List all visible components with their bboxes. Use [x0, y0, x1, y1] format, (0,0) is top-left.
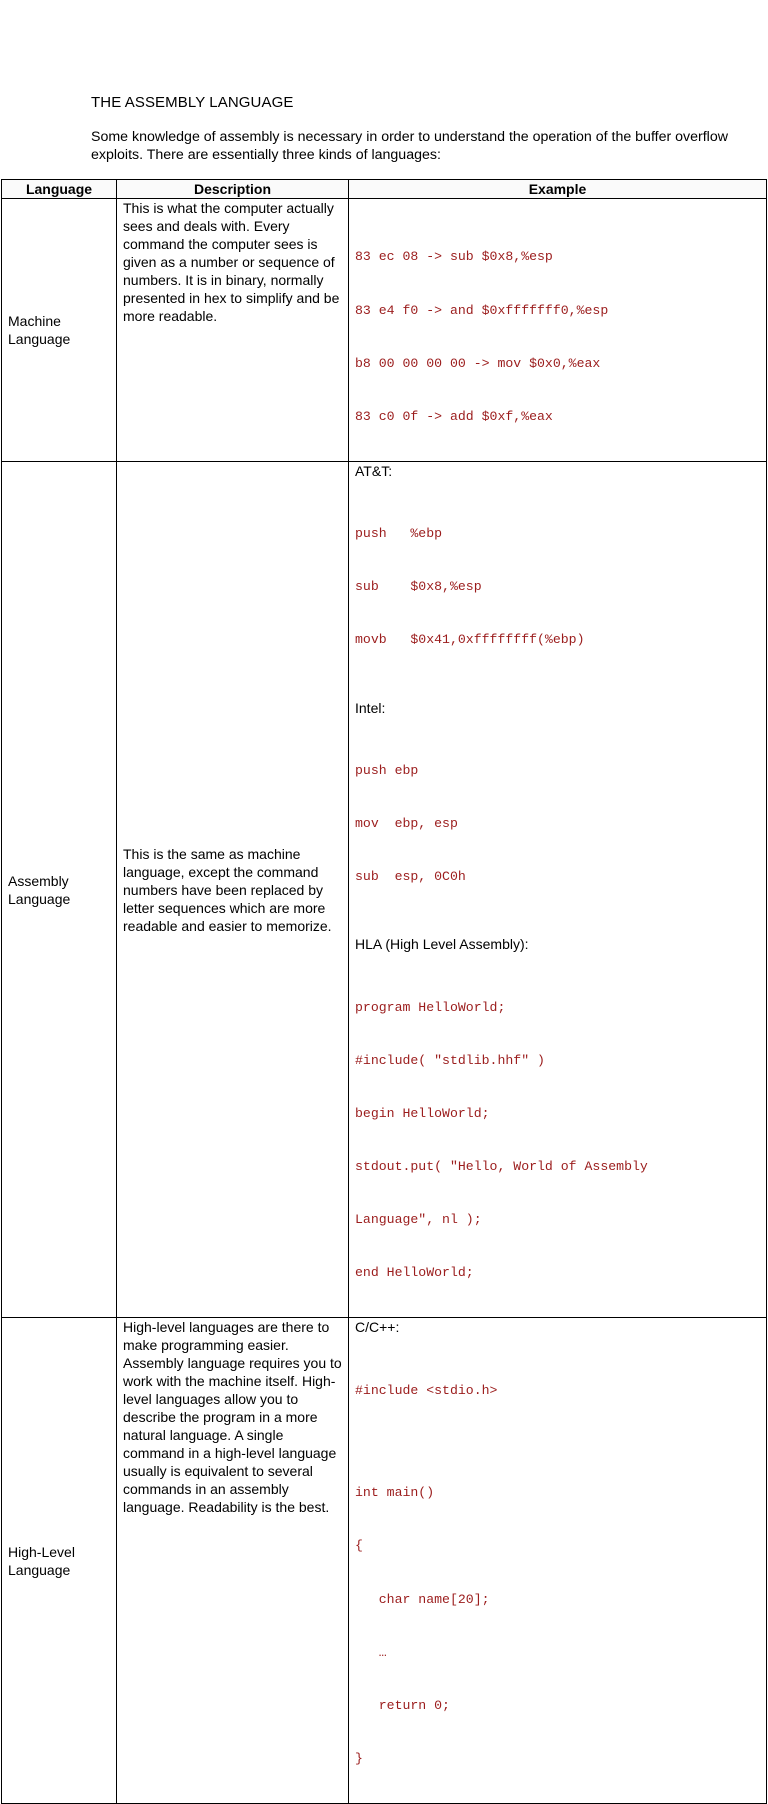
code-line: #include( "stdlib.hhf" ) — [355, 1052, 545, 1068]
code-line: sub esp, 0C0h — [355, 869, 466, 885]
code-line: sub $0x8,%esp — [355, 579, 482, 595]
code-block — [355, 213, 762, 461]
code-line: return 0; — [355, 1697, 450, 1713]
table-row — [2, 199, 767, 462]
example-cell — [349, 1318, 767, 1804]
code-line: push ebp — [355, 762, 419, 778]
description-cell: This is the same as machine language, except the command numbers have been replaced by letter sequences which are more readable and easier to memorize. — [117, 461, 349, 1318]
languages-table — [1, 179, 767, 1804]
hla-label: HLA (High Level Assembly): — [355, 936, 529, 953]
code-line: program HelloWorld; — [355, 999, 506, 1015]
code-line: … — [355, 1644, 387, 1660]
example-cell — [349, 461, 767, 1318]
att-label: AT&T: — [355, 462, 393, 479]
code-line: 83 e4 f0 -> and $0xfffffff0,%esp — [355, 302, 609, 318]
code-line: end HelloWorld; — [355, 1265, 474, 1281]
description-cell: This is what the computer actually sees and deals with. Every command the computer sees is given as a number or sequence of numbers. It is in binary, normally presented in hex to simplify and be more readable. — [117, 199, 349, 462]
table-row — [2, 461, 767, 1318]
page-title: THE ASSEMBLY LANGUAGE — [91, 94, 294, 111]
code-line: char name[20]; — [355, 1591, 490, 1607]
code-block-hla — [355, 963, 762, 1317]
language-cell: High-Level Language — [2, 1318, 117, 1804]
intro-paragraph: Some knowledge of assembly is necessary in order to understand the operation of the buffer overflow exploits. There are essentially three kinds of languages: — [91, 129, 728, 163]
intel-label: Intel: — [355, 699, 386, 716]
table-row — [2, 1318, 767, 1804]
header-example: Example — [349, 180, 767, 199]
code-line: movb $0x41,0xffffffff(%ebp) — [355, 632, 585, 648]
code-line: mov ebp, esp — [355, 816, 458, 832]
header-language: Language — [2, 180, 117, 199]
c-label: C/C++: — [355, 1319, 400, 1336]
code-line: 83 c0 0f -> add $0xf,%eax — [355, 408, 553, 424]
code-line: #include <stdio.h> — [355, 1382, 498, 1398]
code-line: begin HelloWorld; — [355, 1105, 490, 1121]
code-line: b8 00 00 00 00 -> mov $0x0,%eax — [355, 355, 601, 371]
code-block-intel — [355, 727, 762, 922]
code-block-att — [355, 490, 762, 685]
language-cell: Assembly Language — [2, 461, 117, 1318]
code-line: push %ebp — [355, 526, 443, 542]
code-block-include — [355, 1346, 762, 1435]
table-header-row — [2, 180, 767, 199]
code-line: Language", nl ); — [355, 1212, 482, 1228]
code-line: int main() — [355, 1485, 435, 1501]
code-block-c — [355, 1449, 762, 1803]
description-cell: High-level languages are there to make programming easier. Assembly language requires you to work with the machine itself. High-level languages allow you to describe the program in a more natural language. A single command in a high-level language usually is equivalent to several commands in an assembly language. Readability is the best. — [117, 1318, 349, 1804]
language-cell: Machine Language — [2, 199, 117, 462]
code-line: { — [355, 1538, 363, 1554]
code-line: } — [355, 1750, 363, 1766]
example-cell — [349, 199, 767, 462]
code-line: stdout.put( "Hello, World of Assembly — [355, 1159, 648, 1175]
code-line: 83 ec 08 -> sub $0x8,%esp — [355, 249, 553, 265]
header-description: Description — [117, 180, 349, 199]
